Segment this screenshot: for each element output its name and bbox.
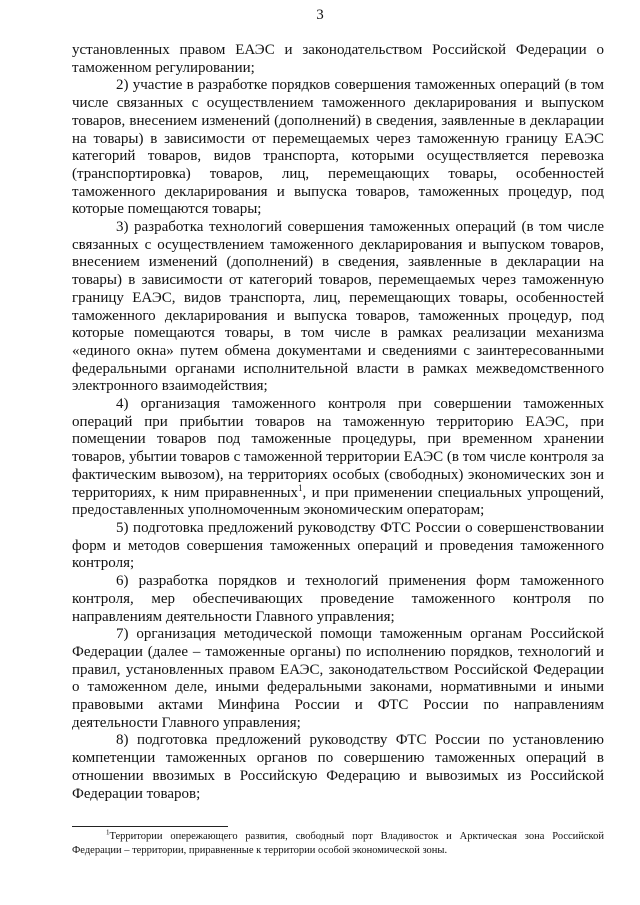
- footnote-text: [72, 830, 604, 857]
- footnote-body: Территории опережающего развития, свободный порт Владивосток и Арктическая зона Российской Федерации – территории, приравненные к территории особой экономической зоны.: [72, 831, 604, 856]
- paragraph-item-5: 5) подготовка предложений руководству ФТС России о совершенствовании форм и методов совершения таможенных операций и проведения таможенного контроля;: [72, 519, 604, 572]
- paragraph-item-3: 3) разработка технологий совершения таможенных операций (в том числе связанных с осуществлением таможенного декларирования и выпуском товаров, внесением изменений (дополнений) в сведения, заявленные в декларации на товары) в зависимости от категорий товаров, перемещаемых через таможенную границу ЕАЭС, видов транспорта, лиц, перемещающих товары, особенностей таможенного декларирования и выпуска товаров, таможенных процедур, под которые помещаются товары, в том числе в рамках реализации механизма «единого окна» путем обмена документами и сведениями с заинтересованными федеральными органами исполнительной власти в рамках межведомственного электронного взаимодействия;: [72, 219, 604, 395]
- paragraph-item-6: 6) разработка порядков и технологий применения форм таможенного контроля, мер обеспечивающих проведение таможенного контроля по направлениям деятельности Главного управления;: [72, 573, 604, 625]
- page-number: 3: [316, 7, 324, 23]
- footnote-divider: [72, 826, 228, 827]
- paragraph-item-4: [72, 396, 604, 520]
- footnote-mark: 1: [106, 828, 110, 837]
- paragraph-item-2: 2) участие в разработке порядков совершения таможенных операций (в том числе связанных с осуществлением таможенного декларирования и выпуском товаров, внесением изменений (дополнений) в сведения, заявленные в декларации на товары) в зависимости от перемещаемых через таможенную границу ЕАЭС категорий товаров, видов транспорта, которыми осуществляется перевозка (транспортировка) товаров, лиц, перемещающих товары, особенностей таможенного декларирования и выпуска товаров, таможенных процедур, под которые помещаются товары;: [72, 77, 604, 218]
- paragraph-item-8: 8) подготовка предложений руководству ФТС России по установлению компетенции таможенных органов по совершению таможенных операций в отношении ввозимых в Российскую Федерацию и вывозимых из Российской Федерации товаров;: [72, 732, 604, 802]
- paragraph-item-7: 7) организация методической помощи таможенным органам Российской Федерации (далее – таможенные органы) по исполнению порядков, технологий и правил, установленных правом ЕАЭС, законодательством Российской Федерации о таможенном деле, иными федеральными законами, нормативными и иными правовыми актами Минфина России и ФТС России по направлениям деятельности Главного управления;: [72, 626, 604, 731]
- paragraph-item-4-text-b: , и при применении специальных упрощений, предоставленных уполномоченным экономическим операторам;: [72, 484, 604, 519]
- body-text: [72, 42, 604, 803]
- footnote: [72, 830, 604, 857]
- footnote-reference: 1: [297, 482, 303, 493]
- paragraph-item-4-text-a: 4) организация таможенного контроля при совершении таможенных операций при прибытии товаров на таможенную территорию ЕАЭС, при помещении товаров под таможенные процедуры, при временном хранении товаров, убытии товаров с таможенной территории ЕАЭС (в том числе контроля за фактическим вывозом), на территориях особых (свободных) экономических зон и территориях, к ним приравненных: [72, 396, 604, 501]
- paragraph-continuation: установленных правом ЕАЭС и законодательством Российской Федерации о таможенном регулировании;: [72, 42, 604, 76]
